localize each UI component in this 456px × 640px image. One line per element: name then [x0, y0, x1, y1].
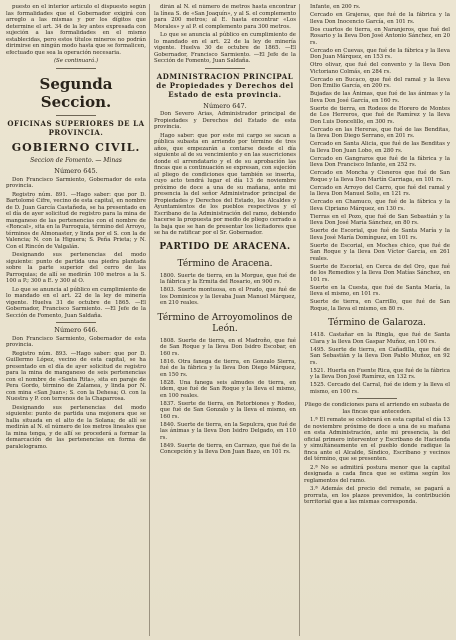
column-left	[6, 4, 146, 636]
column-divider	[149, 4, 150, 636]
notice-paragraph: Don Severo Arias, Administrador principal de Propiedades y Derechos del Estado de esta provincia.	[154, 111, 296, 130]
municipality-heading: Término de Aracena.	[177, 258, 273, 269]
property-entry: Cercado en Arroyo del Carro, que fué del ramal y la lleva Don Manuel Solis, en 121 rs.	[310, 184, 450, 197]
divider	[56, 322, 96, 323]
property-entry: Tierras en el Pozo, que fué de San Sebastián y la lleva Don José María Sánchez, en 80 rs.	[310, 213, 450, 226]
section-title: Segunda Seccion.	[39, 74, 113, 111]
district-heading: PARTIDO DE ARACENA.	[159, 241, 291, 252]
property-entry: Suerte de tierra, en Carrillo, que fué de San Roque, la lleva el mismo, en 80 rs.	[310, 299, 450, 312]
notice-paragraph: Registro núm. 893. —Hago saber: que por D. Guillermo López, vecino de esta capital, se ha presentado en el día de ayer solicitud de registro para la mina de manganeso de seis pertenencias con el nombre de «Santa Rita», sita en paraje de Pera Gordo, término de Zalamea, y linda por N. con mina «San Juan»; S. con la Dehesa; O. con la Nuestra y P. con terrenos de la Chaparrosa.	[6, 350, 146, 402]
property-entry: Bujadas de las Ánimas, que fué de las ánimas y la lleva Don José García, en 160 rs.	[310, 91, 450, 104]
property-entry: 1840. Suerte de tierra, en la Sepulcra, que fué de las ánimas y la lleva Don Isidro Delgado, en 110 rs.	[160, 421, 296, 441]
notice-number: Número 645.	[54, 167, 98, 175]
notice-paragraph: Designando sus pertenencias del modo siguiente: punto de partida una piedra plantada sobre la parte superior del cerro de las Parroquias; de allí se medirán 100 metros a la S. 100 a P.; 300 a E. y 300 al O.	[6, 252, 146, 284]
property-entry: 1816. Otra fanega de tierra, en Gonzalo Sierra, fué de la fábrica y la lleva Don Diego Márquez, en 150 rs.	[160, 358, 296, 378]
divider	[56, 68, 96, 69]
property-entry: 1828. Una fanega seis almudes de tierra, en idem, que fué de San Roque y la lleva el mismo, en 100 reales.	[160, 379, 296, 399]
notice-paragraph: Designando sus pertenencias del modo siguiente: punto de partida una mojonera que se halla situada en el alto de la Solana; de allí se medirán al N. el número de los metros lineales que la mina tenga, y de allí se procederá a formar la demarcación de las pertenencias en forma de paralelogramo.	[6, 404, 146, 450]
column-right	[304, 4, 450, 636]
property-entry: 1803. Suerte montuosa, en el Prado, que fué de los Dominicos y la llevaba Juan Manuel Márquez, en 210 reales.	[160, 287, 296, 306]
condition-paragraph: 3.ª Además del precio del remate, se pagará a prorrata, en los plazos prevenidos, la contribución territorial que a las mismas corresponda.	[304, 486, 450, 505]
notice-paragraph: Hago saber: que por este mi cargo se sacan a pública subasta en arriendo por término de tres años, que empezarán a contarse desde el día siguiente al de su vencimiento y en las suscriciones donde el arrendatario y el de su aprobación las fincas que a continuación se expresan, con sujeción al pliego de condiciones que también se inserta, cuyo acto tendrá lugar el día 13 de noviembre próximo de doce a una de su mañana, ante mi presencia la del señor Administrador principal de Propiedades y Derechos del Estado, los Alcaldes y Ayuntamientos de los pueblos respectivos y el Escribano de la Administración del ramo, debiendo hacerse la propuesta por medio de pliego cerrado a la baja que se han de presentar los licitadores que se ha de ratificar por el Sr. Gobernador.	[154, 132, 296, 236]
property-entry: 1525. Cercado del Carral, fué de idem y la lleva el mismo, en 100 rs.	[310, 382, 450, 395]
divider	[56, 115, 96, 116]
continuation-note: (Se continuará.)	[53, 58, 99, 64]
property-entry: 1849. Suerte de tierra, en Carrazo, que fué de la Concepción y la lleva Don Juan Bazo, en 101 rs.	[160, 442, 296, 455]
notice-number: Número 646.	[54, 326, 98, 334]
intro-paragraph: puesto en el interior artículo el dispuesto según las formalidades que el Gobernador exigirá con arreglo a las mismas y por los dígitos que determine el art. 34 de la ley antes expresada con sujeción a las formalidades en el mismo establecidas, pero estos títulos mineros no podrán dirimirse en ningún modo hasta que se formalicen, efectuado que sea la operación necesaria.	[6, 4, 146, 56]
property-entry: 1521. Huerta en Fuente Rica, que fué de la fábrica y la lleva Don José Ramírez, en 132 rs.	[310, 367, 450, 380]
section-subheading: Seccion de Fomento. — Minas	[30, 156, 122, 164]
property-entry: 1837. Suerte de tierra, en Retorbiones y Rodeo, que fué de San Gonzalo y la lleva el mismo, en 160 rs.	[160, 400, 296, 420]
notice-paragraph: Registro núm. 891. —Hago saber: que por D. Bartolomé Cifre, vecino de esta capital, en nombre de D. Juan García Castañeda, se ha presentado en el día de ayer solicitud de registro para la mina de manganeso de las pertenencias con el nombre de «Roncal», sita en la Parroquia, término del Arroyo, términos de Almonaster, y linda por el S. con la de Valencia; N. con la Higuera; S. Peña Prieta; y N. Con el Rincón de Valgalán.	[6, 191, 146, 250]
column-divider	[299, 4, 300, 636]
condition-paragraph: 2.ª No se admitirá postura menor que la capital designada a cada finca que se estima según los reglamentos del ramo.	[304, 464, 450, 484]
notice-paragraph: Don Francisco Sarmiento, Gobernador de esta provincia.	[6, 335, 146, 348]
divider	[205, 68, 245, 69]
property-entry: Dos cuartos de tierra, en Naranjeros, que fué del Rosario y la lleva Don José Antonio Sánchez, en 20 rs.	[310, 26, 450, 46]
notice-paragraph: Lo que se anuncia al público en cumplimiento de lo mandado en el art. 22 de la ley de minería vigente. Huelva 30 de octubre de 1865. —El Gobernador, Francisco Sarmiento. —El Jefe de la Sección de Fomento, Juan Saldaña.	[154, 32, 296, 64]
divider	[357, 398, 397, 399]
property-entry: Cercado en Gangraros que fué de la fábrica y la lleva Don Francisco Infante, en 252 rs.	[310, 155, 450, 168]
property-entry: Cercado en Cuevas, que fué de la fábrica y la lleva Don Juan Márquez, en 153 rs.	[310, 47, 450, 60]
property-entry: 1800. Suerte de tierra, en la Morgue, que fué de la fábrica y la Ermita del Rosario, en 900 rs.	[160, 272, 296, 285]
notice-number: Número 647.	[203, 101, 247, 110]
municipality-heading: Término de Arroyomolinos de León.	[157, 312, 293, 334]
property-entry: Cercado en las Hereras, que fué de las Benditas, la lleva Don Diego Serrano, en 201 rs.	[310, 126, 450, 139]
property-entry: Cercado en Bucaco, que fué del ramal y la lleva Don Emilio García, en 200 rs.	[310, 76, 450, 89]
administration-heading: ADMINISTRACION PRINCIPAL de Propiedades y Derechos del Estado de esta provincia.	[156, 71, 294, 99]
offices-heading: OFICINAS SUPERIORES DE LA PROVINCIA.	[7, 118, 145, 137]
property-entry: Suerte de Escorial, en Moches chico, que fué de San Roque y la lleva Don Víctor García, en 261 reales.	[310, 242, 450, 262]
property-entry: Cercado en Chamuco, que fué de la fábrica y la lleva Cipriano Márquez, en 130 rs.	[310, 199, 450, 212]
property-entry: Suerte en la Cuesta, que fué de Santa María, la lleva el mismo, en 101 rs.	[310, 284, 450, 297]
municipality-heading: Término de Galaroza.	[328, 318, 426, 328]
conditions-title: Pliego de condiciones para el arriendo en subasta de las fincas que anteceden.	[304, 402, 450, 415]
notice-paragraph: dirán al N. el número de metros hasta encontrar la línea S. de «San Joaquín», y al S. el complemento para 200 metros; al E. hasta encontrar «Los Morales» y al P. el complemento para 300 metros.	[154, 4, 296, 30]
notice-paragraph: Lo que se anuncia al público en cumplimiento de lo mandado en el art. 22 de la ley de minería vigente. Huelva 31 de octubre de 1865. —El Gobernador, Francisco Sarmiento. —El Jefe de la Sección de Fomento, Juan Saldaña.	[6, 286, 146, 319]
property-entry: Suerte de Escorial, que fué de Santa María y la lleva José María Domínguez, en 101 rs.	[310, 228, 450, 241]
property-entry: Infante, en 200 rs.	[310, 4, 361, 10]
government-heading: GOBIERNO CIVIL.	[11, 140, 141, 154]
condition-paragraph: 1.ª El remate se celebrará en esta capital el día 13 de noviembre próximo de doce a una de su mañana en esta Administración, ante mi presencia, la del oficial primero interventor y Escribano de Hacienda y simultáneamente en el pueblo donde radique la finca ante el Alcalde, Síndico, Escribano y vecinos del término, que se presenten.	[304, 417, 450, 462]
property-entry: Suerte de Escorial, en Cerca de del Oro, que fué de los Remedios y la lleva Don Matías Sánchez, en 101 rs.	[310, 263, 450, 283]
property-entry: 1808. Suerte de tierra, en el Madroño, que fué de San Roque y la lleva Don Isidro Escobar, en 160 rs.	[160, 337, 296, 357]
property-entry: Otro olivar, que fué del convento y la lleva Don Victoriano Colmás, en 284 rs.	[310, 62, 450, 75]
property-entry: Cercado en Moncha y Cisneros que fué de San Roque y la lleva Don Martín Carriaga, en 101 rs.	[310, 170, 450, 183]
property-entry: 1418. Castañar en la Ringla, que fué de Santa Clara y la lleva Don Gaspar Muñoz, en 100 rs.	[310, 332, 450, 345]
property-entry: Suerte de tierra, en Rodeos de Horero de Montes de Los Herreros, que fué de Ramírez y la lleva Don Luis Doncelillo, en 300 rs.	[310, 105, 450, 125]
column-middle	[154, 4, 296, 636]
property-entry: Cercado en Santa Alicia, que fué de las Benditas y la lleva Don Juan Lobo, en 280 rs.	[310, 141, 450, 154]
property-entry: 1495. Suerte de tierra, en Cañadilla, que fué de San Sebastián y la lleva Don Pablo Muñoz, en 92 rs.	[310, 346, 450, 366]
notice-paragraph: Don Francisco Sarmiento, Gobernador de esta provincia.	[6, 176, 146, 189]
property-entry: Cercado en Grajeras, que fué de la fábrica y la lleva Don Inocencio García, en 101 rs.	[310, 12, 450, 25]
